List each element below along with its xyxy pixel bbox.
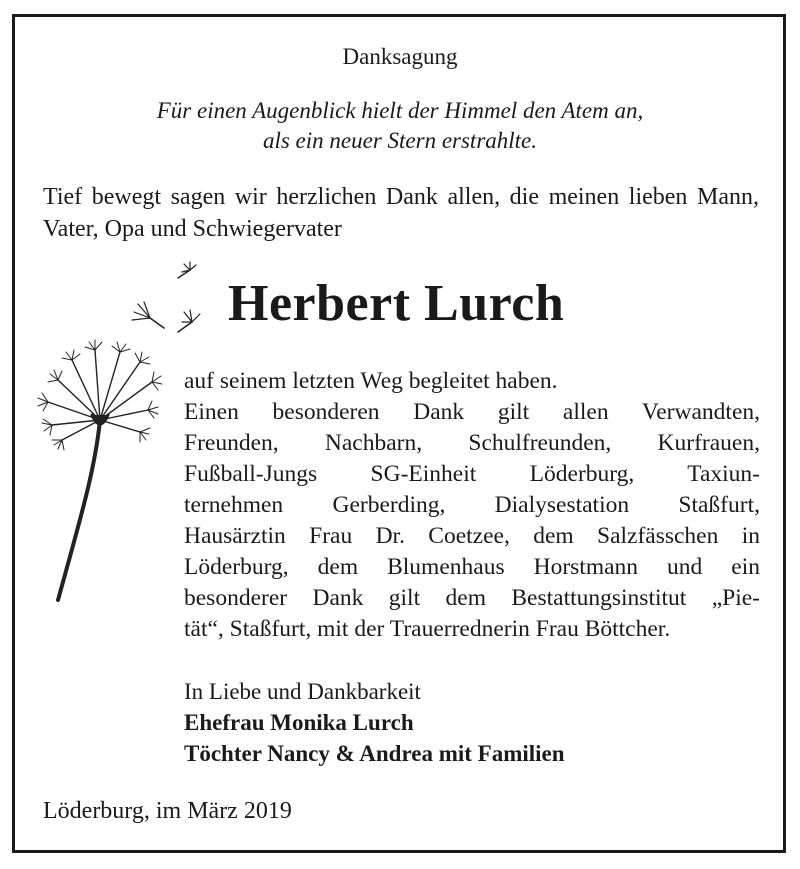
thanks-line: Löderburg, dem Blumenhaus Horstmann und ein: [184, 554, 760, 580]
signer-daughters: Töchter Nancy & Andrea mit Familien: [184, 741, 565, 766]
thanks-line: Hausärztin Frau Dr. Coetzee, dem Salzfässchen in: [184, 523, 760, 549]
notice-heading: Danksagung: [342, 44, 458, 69]
thanks-line: Fußball-Jungs SG-Einheit Löderburg, Taxiun-: [184, 461, 760, 487]
thanks-text: [184, 366, 760, 645]
thanks-line: auf seinem letzten Weg begleitet haben.: [184, 368, 558, 394]
intro-text: Tief bewegt sagen wir herzlichen Dank allen, die meinen lieben Mann, Vater, Opa und Schwiegervater: [43, 184, 759, 242]
closing-block: [184, 676, 565, 769]
thanks-line: ternehmen Gerberding, Dialysestation Staßfurt,: [184, 492, 760, 518]
place-date: Löderburg, im März 2019: [43, 798, 292, 824]
closing-line: In Liebe und Dankbarkeit: [184, 679, 421, 704]
thanks-line: tät“, Staßfurt, mit der Trauerrednerin Frau Böttcher.: [184, 616, 671, 642]
deceased-name: Herbert Lurch: [228, 275, 565, 332]
motto-line: als ein neuer Stern erstrahlte.: [262, 128, 538, 153]
motto-line: Für einen Augenblick hielt der Himmel den Atem an,: [156, 98, 644, 123]
thanks-line: besonderer Dank gilt dem Bestattungsinstitut „Pie-: [184, 585, 760, 611]
signer-spouse: Ehefrau Monika Lurch: [184, 710, 414, 735]
thanks-line: Freunden, Nachbarn, Schulfreunden, Kurfrauen,: [184, 430, 760, 456]
thanks-line: Einen besonderen Dank gilt allen Verwandten,: [184, 399, 760, 425]
